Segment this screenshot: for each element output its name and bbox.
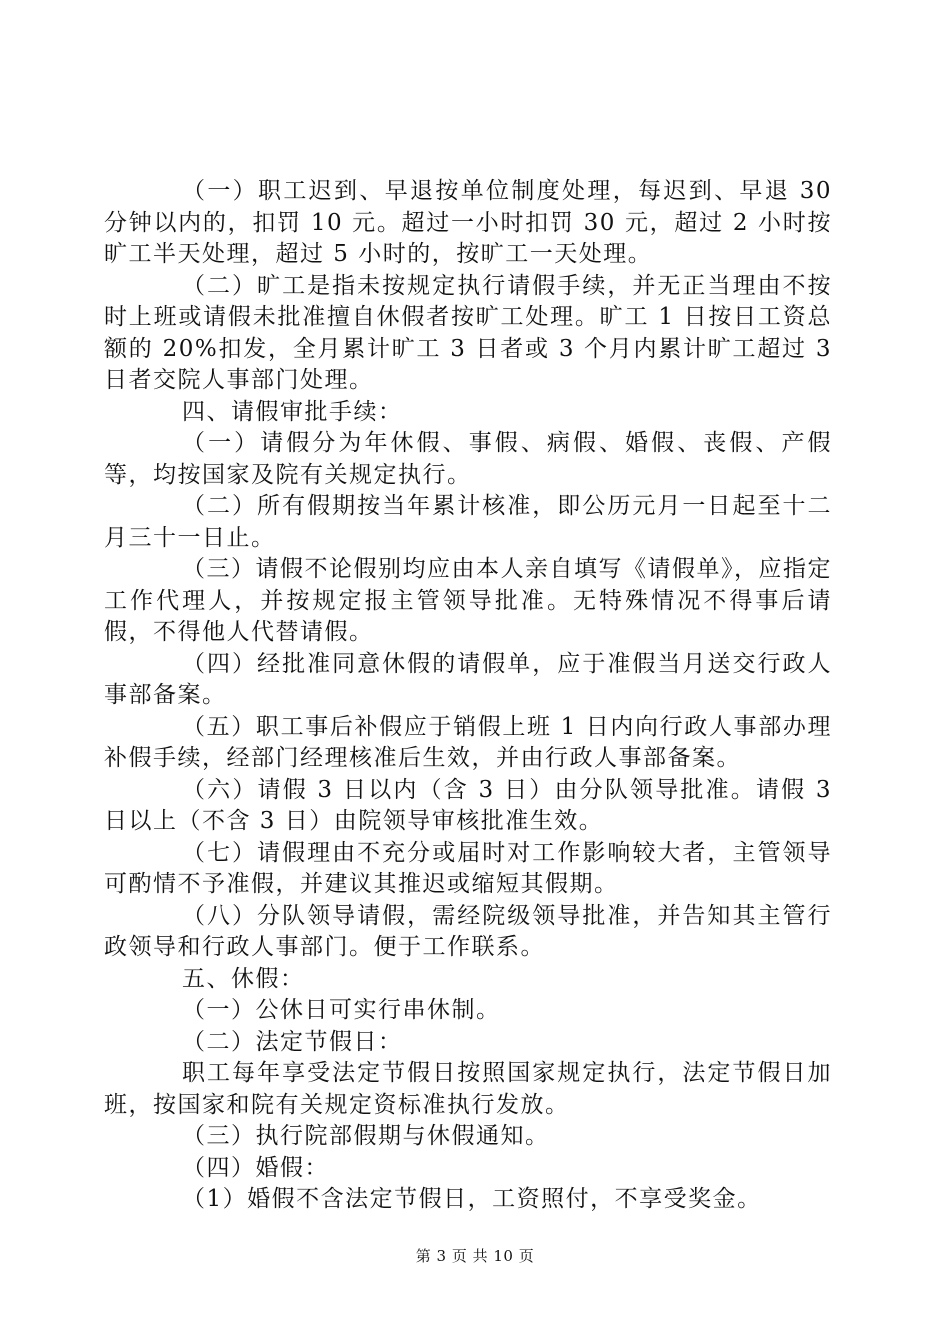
paragraph-marriage-leave: （四）婚假：	[182, 1154, 329, 1181]
paragraph-team-leader-leave: （八）分队领导请假，需经院级领导批准，并告知其主管行政领导和行政人事部门。便于工作联系。	[104, 902, 832, 960]
paragraph-leave-form: （三）请假不论假别均应由本人亲自填写《请假单》，应指定工作代理人，并按规定报主管领导批准。无特殊情况不得事后请假，不得他人代替请假。	[104, 556, 832, 645]
paragraph-leave-approval-authority: （六）请假 3 日以内（含 3 日）由分队领导批准。请假 3 日以上（不含 3 日）由院领导审核批准生效。	[104, 776, 832, 834]
paragraph-retroactive-leave: （五）职工事后补假应于销假上班 1 日内向行政人事部办理补假手续，经部门经理核准后生效，并由行政人事部备案。	[104, 713, 832, 771]
page-footer: 第 3 页 共 10 页	[415, 1247, 535, 1265]
paragraph-leave-period: （二）所有假期按当年累计核准，即公历元月一日起至十二月三十一日止。	[104, 493, 832, 551]
paragraph-absenteeism: （二）旷工是指未按规定执行请假手续，并无正当理由不按时上班或请假未批准擅自休假者按旷工处理。旷工 1 日按日工资总额的 20%扣发，全月累计旷工 3 日者或 3 个月内累计旷工超过 3 日者交院人事部门处理。	[104, 272, 832, 393]
paragraph-leave-filing: （四）经批准同意休假的请假单，应于准假当月送交行政人事部备案。	[104, 650, 832, 708]
document-body	[104, 176, 832, 1216]
paragraph-leave-denial: （七）请假理由不充分或届时对工作影响较大者，主管领导可酌情不予准假，并建议其推迟或缩短其假期。	[104, 839, 832, 897]
paragraph-institute-notice: （三）执行院部假期与休假通知。	[182, 1123, 550, 1149]
paragraph-statutory-holidays: （二）法定节假日：	[182, 1028, 403, 1055]
paragraph-tardiness: （一）职工迟到、早退按单位制度处理，每迟到、早退 30 分钟以内的，扣罚 10 元。超过一小时扣罚 30 元，超过 2 小时按旷工半天处理，超过 5 小时的，按旷工一天处理。	[104, 178, 832, 267]
section-heading-holidays: 五、休假：	[182, 965, 305, 992]
paragraph-leave-types: （一）请假分为年休假、事假、病假、婚假、丧假、产假等，均按国家及院有关规定执行。	[104, 430, 832, 488]
section-heading-leave-approval: 四、请假审批手续：	[182, 398, 403, 425]
paragraph-marriage-leave-pay: （1）婚假不含法定节假日，工资照付，不享受奖金。	[182, 1186, 762, 1212]
paragraph-rest-day: （一）公休日可实行串休制。	[182, 997, 501, 1023]
paragraph-holiday-rules: 职工每年享受法定节假日按照国家规定执行，法定节假日加班，按国家和院有关规定资标准执行发放。	[104, 1060, 832, 1118]
